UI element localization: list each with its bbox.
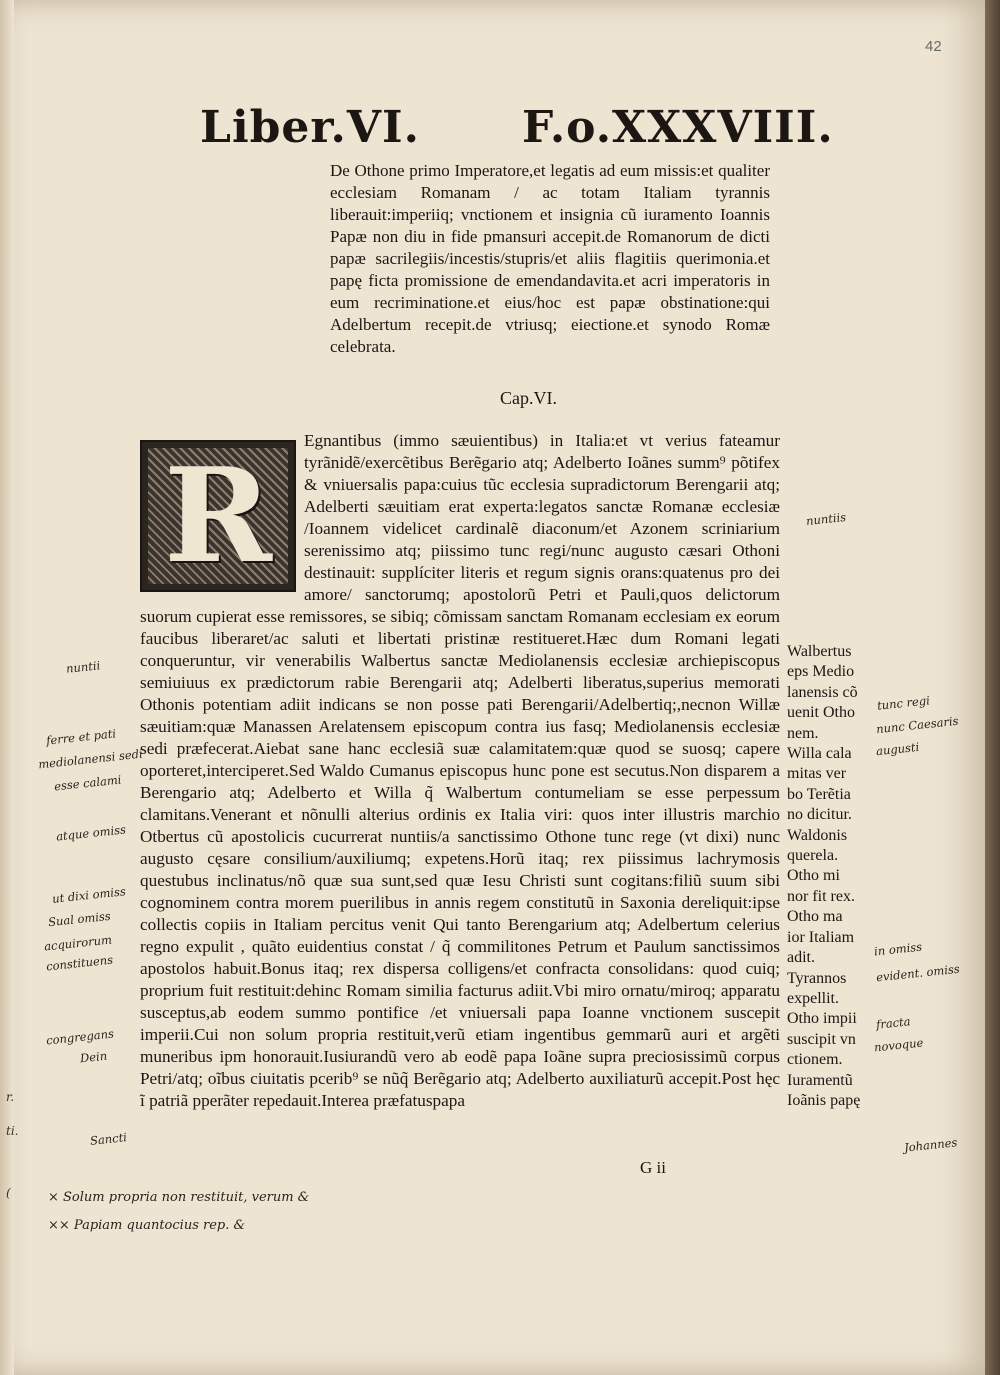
handwritten-note: in omiss xyxy=(873,939,923,959)
side-note-line: adit. xyxy=(787,949,815,967)
handwritten-note: Sual omiss xyxy=(47,908,112,930)
side-note-line: lanensis cõ xyxy=(787,683,858,701)
handwritten-note: esse calami xyxy=(53,772,123,794)
handwritten-note: mediolanensi sedi xyxy=(37,746,144,772)
handwritten-note: constituens xyxy=(45,952,114,974)
side-note-line: querela. xyxy=(787,847,839,865)
main-text xyxy=(140,430,780,1112)
decorated-initial xyxy=(140,440,296,592)
side-note-line: Waldonis xyxy=(787,826,848,844)
side-note-line: Walbertus xyxy=(787,643,852,660)
handwritten-footnote: ×× Papiam quantocius rep. & xyxy=(48,1218,246,1233)
handwritten-note: ferre et pati xyxy=(45,726,117,748)
handwritten-note: tunc regi xyxy=(876,693,931,713)
handwritten-note: nuntii xyxy=(65,658,101,676)
page-gutter xyxy=(0,0,14,1375)
handwritten-note: novoque xyxy=(873,1035,924,1055)
book-edge xyxy=(985,0,1000,1375)
handwritten-note: atque omiss xyxy=(55,822,127,844)
side-note-line: ctionem. xyxy=(787,1051,843,1069)
handwritten-note: fracta xyxy=(875,1014,912,1032)
initial-letter: R xyxy=(163,439,273,592)
margin-mark: r. xyxy=(6,1090,15,1104)
handwritten-note: acquirorum xyxy=(43,932,113,954)
margin-mark: ( xyxy=(6,1186,11,1200)
side-note-line: Otho impii xyxy=(787,1010,857,1028)
side-note-line: bo Terẽtia xyxy=(787,785,851,803)
side-note-line: Otho ma xyxy=(787,908,843,926)
side-note-line: Otho mi xyxy=(787,867,840,885)
running-head xyxy=(200,102,850,162)
side-note-line: uenit Otho xyxy=(787,704,855,722)
side-note-line: Tyrannos xyxy=(787,969,847,987)
chapter-summary: De Othone primo Imperatore,et legatis ad eum missis:et qualiter ecclesiam Romanam / ac totam Italiam tyrannis liberauit:imperiiq; vnctionem et insignia cũ iuramento Ioannis Papæ non diu in fide pmansuri accepit.de Romanorum de dicti papæ sacrilegiis/incestis/stupris/et aliis flagitiis querimonia.et papę ficta promissione de emendandavita.et acri imperatoris in eum recriminatione.et eius/hoc est papæ obstinatione:qui Adelbertum recepit.de vtriusq; eiectione.et synodo Romæ celebrata. xyxy=(330,161,770,356)
handwritten-note: evident. omiss xyxy=(875,961,961,985)
side-note-line: mitas ver xyxy=(787,765,847,783)
running-head-book: Liber.VI. xyxy=(200,102,420,153)
handwritten-note: ut dixi omiss xyxy=(51,884,127,906)
folio-number: 42 xyxy=(925,38,942,55)
side-note-line: suscipit vn xyxy=(787,1030,856,1048)
handwritten-note: augusti xyxy=(875,739,920,759)
handwritten-note: nunc Caesaris xyxy=(875,713,960,737)
printed-side-notes xyxy=(787,642,882,1111)
signature-mark: G ii xyxy=(640,1158,666,1177)
side-note-line: nem. xyxy=(787,724,819,742)
handwritten-note: Sancti xyxy=(89,1130,128,1148)
running-head-folio: F.o.XXXVIII. xyxy=(522,102,834,153)
side-note-line: Iuramentũ xyxy=(787,1071,853,1089)
handwritten-note: nuntiis xyxy=(805,509,847,529)
handwritten-footnote: × Solum propria non restituit, verum & xyxy=(48,1190,310,1205)
side-note-line: no dicitur. xyxy=(787,806,852,824)
side-note-line: Willa cala xyxy=(787,745,852,763)
handwritten-note: Johannes xyxy=(903,1135,958,1155)
margin-mark: ti. xyxy=(6,1124,19,1138)
body-paragraph: Egnantibus (immo sæuientibus) in Italia:et vt verius fateamur tyrãnidẽ/exercẽtibus Berẽgario atq; Adelberto Ioãnes summ⁹ põtifex & vniuersalis papa:cuius tũc ecclesia supradictorum Berengarii atq; Adelberti sæuitiam erat experta:legatos sanctæ Romanæ ecclesiæ /Ioannem videlicet cardinalẽ diaconum/et Azonem scriniarium serenissimo atq; piissimo tunc regi/nunc augusto cæsari Othoni destinauit: supplíciter literis et regum signis orans:quatenus pro dei amore/ sanctorumq; apostolorũ Petri et Pauli,quos delictorum suorum cupierat esse remissores, se sibiq; cõmissam sanctam Romanam ecclesiam ex eorum faucibus liberaret/ac saluti et libertati pristinæ restitueret.Hæc dum Romani legati conqueruntur, vir venerabilis Walbertus sanctæ Mediolanensis ecclesiæ archiepiscopus semiuiuus ex prædictorum rabie Berengarii atq; Adelberti liberatus,superius memorati Othonis potentiam adiit indicans se non posse pati Berengarii/Adelbertiq;,necnon Willæ sæuitiam:quæ Manassen Arelatensem episcopum contra ius fasq; Mediolanensis ecclesiæ sedi præfecerat.Aiebat sane hanc ecclesiã suæ calamitatem:quæ quod se suosq; capere oporteret,interciperet.Sed Waldo Cumanus episcopus hunc pone est secutus.Non disparem a Berengario atq; Adelberto et Willa q̃ Walbertum contumeliam se esse perpessum clamitans.Venerant et nõnulli alterius ordinis ex Italia viri: quos inter illustris marchio Otbertus cũ apostolicis cucurrerat nuntiis/a sanctissimo Othone tunc rege (vt dixi) nunc augusto cęsare consilium/auxiliumq; expetens.Horũ itaq; rex piissimus lachrymosis questubus inclinatus/nõ quæ sua sunt,sed quæ Iesu Christi sunt cogitans:filiũ suum sibi cognominem contra morem puerilibus in annis regem constitutũ in Saxonia dereliquit:ipse collectis copiis in Italiam percitus venit Qui tanto Berengarium atq; Adelbertum celerius regno expulit , quãto euidentius constat / q̃ commilitones Petrum et Paulum sanctissimos apostolos habuit.Bonus itaq; rex dispersa colligens/et confracta consolidans: quod cuiq; proprium fuit restituit:dehinc Romam similia facturus adiit.Vbi miro ornatu/miroq; apparatu susceptus,ab eodem summo pontifice /et vniuersali papa Ioanne vnctionem suscepit imperii.Cui non solum propria restituit,verũ etiam ingentibus gemmarũ auri et argẽti muneribus ipm honorauit.Iusiurandũ vero ab eodẽ papa Ioãne supra preciosissimũ corpus Petri/atq; oĩbus ciuitatis pcerib⁹ se nũq̃ Berẽgario atq; Adelberto auxiliaturũ accepit.Post hęc ĩ patriã pperãter repedauit.Interea præfatuspapa xyxy=(140,431,780,1110)
handwritten-note: congregans xyxy=(45,1026,115,1048)
side-note-line: nor fit rex. xyxy=(787,887,855,905)
side-note-line: ior Italiam xyxy=(787,928,855,946)
side-note-line: expellit. xyxy=(787,989,839,1007)
side-note-line: eps Medio xyxy=(787,663,855,681)
side-note-line: Ioãnis papę xyxy=(787,1091,861,1109)
handwritten-note: Dein xyxy=(79,1048,108,1066)
chapter-heading: Cap.VI. xyxy=(500,388,557,408)
